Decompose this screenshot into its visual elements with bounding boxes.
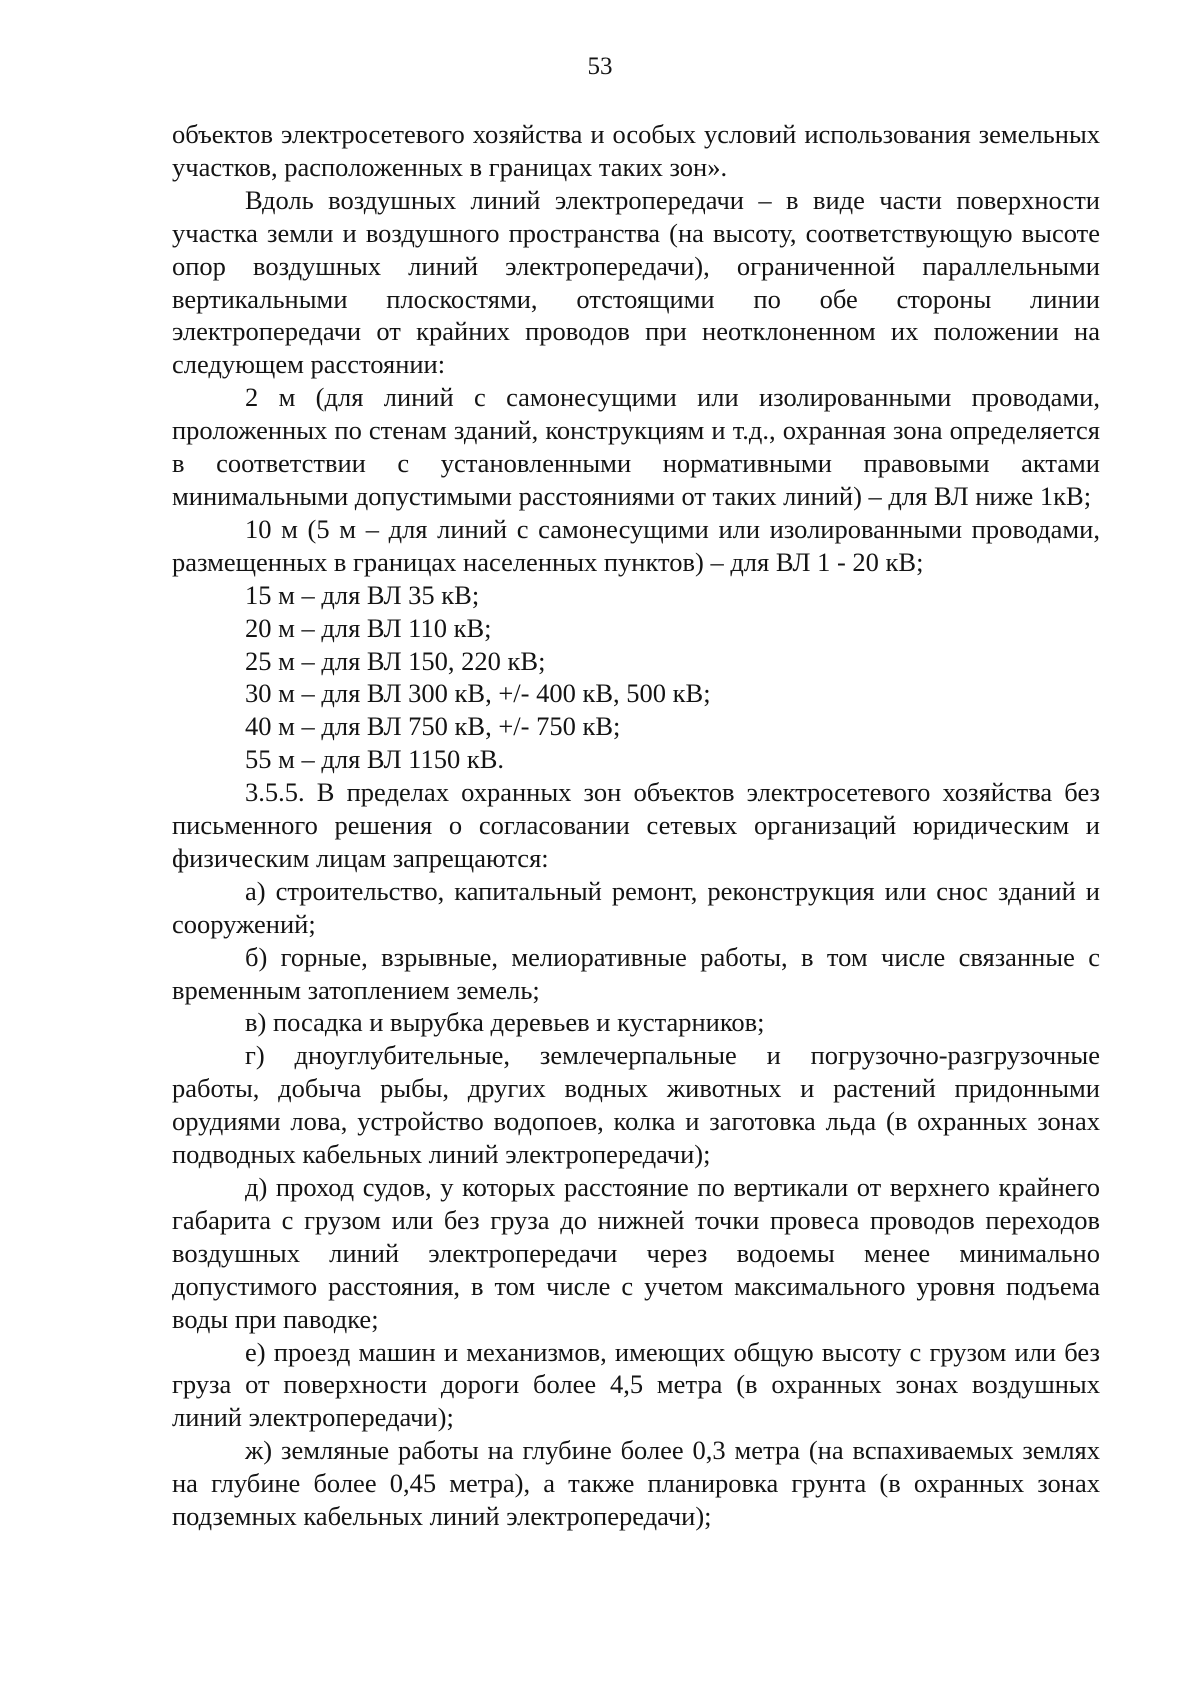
paragraph-2m: 2 м (для линий с самонесущими или изолированными проводами, проложенных по стенам зданий, конструкциям и т.д., охранная зона определяется в соответствии с установленными нормативными правовыми актами минимальными допустимыми расстояниями от таких линий) – для ВЛ ниже 1кВ;	[172, 382, 1100, 511]
document-body	[172, 118, 1100, 1533]
paragraph-section-3-5-5: 3.5.5. В пределах охранных зон объектов электросетевого хозяйства без письменного решения о согласовании сетевых организаций юридическим и физическим лицам запрещаются:	[172, 777, 1100, 873]
list-item-30m: 30 м – для ВЛ 300 кВ, +/- 400 кВ, 500 кВ;	[245, 678, 711, 709]
list-item-zh: ж) земляные работы на глубине более 0,3 метра (на вспахиваемых землях на глубине более 0,45 метра), а также планировка грунта (в охранных зонах подземных кабельных линий электропередачи);	[172, 1435, 1100, 1532]
list-item-d: д) проход судов, у которых расстояние по вертикали от верхнего крайнего габарита с грузом или без груза до нижней точки провеса проводов переходов воздушных линий электропередачи через водоемы менее минимально допустимого расстояния, в том числе с учетом максимального уровня подъема воды при паводке;	[172, 1172, 1100, 1334]
list-item-15m: 15 м – для ВЛ 35 кВ;	[245, 579, 480, 610]
paragraph-continuation: объектов электросетевого хозяйства и особых условий использования земельных участков, расположенных в границах таких зон».	[172, 119, 1100, 182]
paragraph-10m: 10 м (5 м – для линий с самонесущими или изолированными проводами, размещенных в границах населенных пунктов) – для ВЛ 1 - 20 кВ;	[172, 513, 1100, 577]
list-item-25m: 25 м – для ВЛ 150, 220 кВ;	[245, 645, 546, 676]
list-item-40m: 40 м – для ВЛ 750 кВ, +/- 750 кВ;	[245, 711, 621, 742]
list-item-g: г) дноуглубительные, землечерпальные и погрузочно-разгрузочные работы, добыча рыбы, других водных животных и растений придонными орудиями лова, устройство водопоев, колка и заготовка льда (в охранных зонах подводных кабельных линий электропередачи);	[172, 1040, 1100, 1170]
list-item-b: б) горные, взрывные, мелиоративные работы, в том числе связанные с временным затоплением земель;	[172, 941, 1100, 1005]
list-item-55m: 55 м – для ВЛ 1150 кВ.	[245, 744, 504, 775]
list-item-e: е) проезд машин и механизмов, имеющих общую высоту с грузом или без груза от поверхности дороги более 4,5 метра (в охранных зонах воздушных линий электропередачи);	[172, 1336, 1100, 1433]
list-item-a: а) строительство, капитальный ремонт, реконструкция или снос зданий и сооружений;	[172, 875, 1100, 939]
list-item-v: в) посадка и вырубка деревьев и кустарников;	[245, 1007, 765, 1038]
list-item-20m: 20 м – для ВЛ 110 кВ;	[245, 612, 492, 643]
page-number: 53	[587, 53, 613, 80]
paragraph-overhead-lines: Вдоль воздушных линий электропередачи – в виде части поверхности участка земли и воздушного пространства (на высоту, соответствующую высоте опор воздушных линий электропередачи), ограниченной параллельными вертикальными плоскостями, отстоящими по обе стороны линии электропередачи от крайних проводов при неотклоненном их положении на следующем расстоянии:	[172, 184, 1100, 380]
